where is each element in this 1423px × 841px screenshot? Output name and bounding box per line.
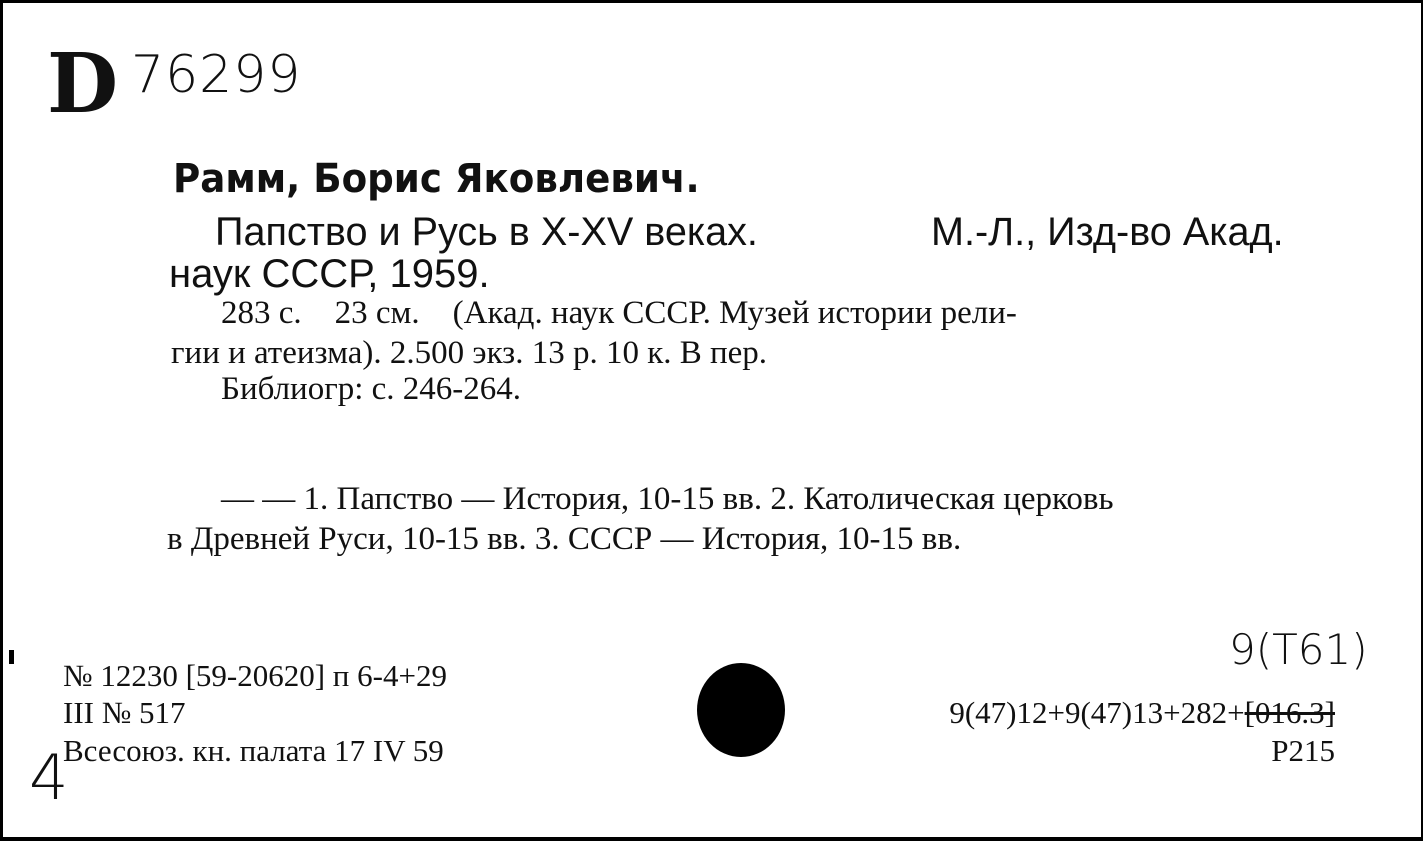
call-number-digits: 76299 <box>131 45 302 105</box>
shelf-code: Р215 <box>1271 733 1335 768</box>
subject-tracings-line-1: — — 1. Папство — История, 10-15 вв. 2. Католическая церковь <box>221 481 1114 517</box>
call-number-letter: D <box>47 36 115 132</box>
book-chamber-line: Всесоюз. кн. палата 17 IV 59 <box>63 733 444 768</box>
collation-line-2: гии и атеизма). 2.500 экз. 13 р. 10 к. В пер. <box>171 335 768 371</box>
classification-struck: [016.3] <box>1244 695 1335 730</box>
bibliography-note: Библиогр: с. 246-264. <box>221 371 522 407</box>
author-text: Рамм, Борис Яковлевич. <box>173 156 700 202</box>
black-dot-mark <box>697 663 785 757</box>
classification-number <box>949 697 1335 728</box>
subject-tracings-line-2: в Древней Руси, 10-15 вв. 3. СССР — История, 10-15 вв. <box>167 521 962 557</box>
collation-text-1: 283 с. 23 см. (Акад. наук СССР. Музей истории рели- <box>221 295 1017 331</box>
imprint-text: М.-Л., Изд-во Акад. <box>931 210 1284 254</box>
record-series-line: III № 517 <box>63 695 186 730</box>
record-number-line: № 12230 [59-20620] п 6-4+29 <box>63 658 447 693</box>
title-text: Папство и Русь в X-XV веках. <box>215 210 758 254</box>
imprint-line <box>931 212 1287 252</box>
margin-mark <box>9 650 14 664</box>
title-line <box>215 212 763 252</box>
handwritten-classification: 9(Т61) <box>1229 625 1368 674</box>
collation-line-1 <box>221 297 1017 330</box>
classification-main: 9(47)12+9(47)13+282+ <box>949 695 1245 730</box>
publisher-line: наук СССР, 1959. <box>169 252 490 296</box>
handwritten-digit: 4 <box>29 741 69 814</box>
author-heading <box>173 156 739 202</box>
